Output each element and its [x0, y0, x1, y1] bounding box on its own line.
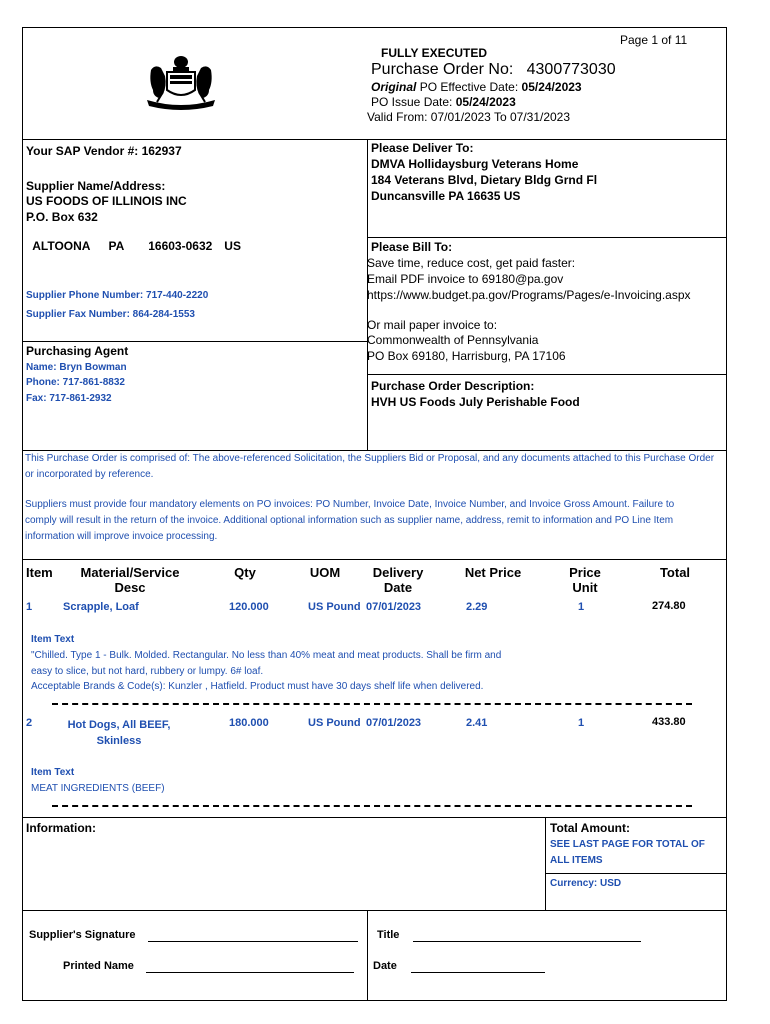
deliver-line3: Duncansville PA 16635 US — [371, 189, 521, 203]
line2-net: 2.41 — [466, 717, 488, 729]
po-label: Purchase Order No: — [371, 61, 514, 78]
see-last-page: SEE LAST PAGE FOR TOTAL OF ALL ITEMS — [550, 839, 705, 866]
date-line — [411, 972, 545, 973]
line2-total: 433.80 — [652, 716, 686, 728]
bill-line4: Or mail paper invoice to: — [367, 318, 498, 332]
supplier-phone: Supplier Phone Number: 717-440-2220 — [26, 290, 209, 301]
line1-separator — [52, 703, 692, 705]
line2-desc: Hot Dogs, All BEEF, Skinless — [67, 719, 171, 747]
line2-uom: US Pound — [308, 717, 361, 729]
effective-line — [371, 80, 582, 94]
effective-label: PO Effective Date: — [419, 80, 519, 94]
line2-date: 07/01/2023 — [366, 717, 422, 729]
status-label: FULLY EXECUTED — [381, 46, 488, 60]
printed-name-label: Printed Name — [63, 960, 134, 972]
total-amount-label: Total Amount: — [550, 821, 630, 835]
notice-invoice: Suppliers must provide four mandatory elements on PO invoices: PO Number, Invoice Date, Invoice Number, and Invoice Gross Amount. Failure to comply will result in the return of the invoice. Additional optional information such as supplier name, address, remit to information and PO Line Item information will improve invoice processing. — [25, 499, 675, 542]
agent-phone: Phone: 717-861-8832 — [26, 377, 125, 388]
line2-qty: 180.000 — [229, 717, 269, 729]
agent-fax: Fax: 717-861-2932 — [26, 393, 112, 404]
description-heading: Purchase Order Description: — [371, 379, 535, 393]
printed-name-line — [146, 972, 354, 973]
desc-divider — [367, 374, 727, 375]
issue-date: 05/24/2023 — [455, 95, 516, 109]
supplier-signature-label: Supplier's Signature — [29, 929, 136, 941]
line1-net: 2.29 — [466, 601, 488, 613]
currency: Currency: USD — [550, 878, 622, 889]
page-number: Page 1 of 11 — [620, 33, 688, 47]
po-number: 4300773030 — [526, 61, 616, 78]
supplier-country: US — [224, 239, 241, 253]
issue-label: PO Issue Date: — [371, 95, 453, 109]
deliver-divider — [367, 237, 727, 238]
currency-divider — [545, 873, 727, 874]
line2-separator — [52, 805, 692, 807]
line2-item: 2 — [26, 717, 33, 729]
line2-text-label: Item Text — [31, 767, 75, 778]
line1-total: 274.80 — [652, 600, 686, 612]
deliver-line2: 184 Veterans Blvd, Dietary Bldg Grnd Fl — [371, 173, 598, 187]
col-desc: Material/Service Desc — [80, 565, 180, 595]
bill-heading: Please Bill To: — [371, 240, 453, 254]
supplier-heading: Supplier Name/Address: — [26, 179, 166, 193]
col-net: Net Price — [464, 565, 522, 580]
title-line — [413, 941, 641, 942]
line2-text-1: MEAT INGREDIENTS (BEEF) — [31, 783, 165, 794]
bill-line3: https://www.budget.pa.gov/Programs/Pages/e-Invoicing.aspx — [367, 288, 691, 302]
supplier-box: P.O. Box 632 — [26, 210, 98, 224]
left-agent-divider — [22, 341, 367, 342]
agent-name: Name: Bryn Bowman — [26, 362, 127, 373]
col-delivery: Delivery Date — [372, 565, 424, 595]
agent-heading: Purchasing Agent — [26, 344, 129, 358]
line2-unit: 1 — [578, 717, 585, 729]
original-label: Original — [371, 80, 417, 94]
table-top-divider — [22, 559, 727, 560]
line1-item: 1 — [26, 601, 33, 613]
valid-dates: Valid From: 07/01/2023 To 07/31/2023 — [367, 110, 571, 124]
bill-line2: Email PDF invoice to 69180@pa.gov — [367, 272, 564, 286]
supplier-name: US FOODS OF ILLINOIS INC — [26, 194, 187, 208]
sig-center-divider — [367, 910, 368, 1001]
line1-uom: US Pound — [308, 601, 361, 613]
bill-line5: Commonwealth of Pennsylvania — [367, 333, 539, 347]
bill-line6: PO Box 69180, Harrisburg, PA 17106 — [367, 349, 566, 363]
col-uom: UOM — [309, 565, 341, 580]
information-label: Information: — [26, 821, 96, 835]
deliver-line1: DMVA Hollidaysburg Veterans Home — [371, 157, 579, 171]
notice-terms: This Purchase Order is comprised of: The above-referenced Solicitation, the Suppliers Bid or Proposal, and any documents attached to this Purchase Order or incorporated by reference. — [25, 453, 715, 480]
line1-text-3: Acceptable Brands & Code(s): Kunzler , Hatfield. Product must have 30 days shelf life when delivered. — [31, 681, 484, 692]
line1-date: 07/01/2023 — [366, 601, 422, 613]
header-divider — [22, 139, 727, 140]
line1-qty: 120.000 — [229, 601, 269, 613]
bill-line1: Save time, reduce cost, get paid faster: — [367, 256, 576, 270]
title-label: Title — [377, 929, 400, 941]
line1-text-1: "Chilled. Type 1 - Bulk. Molded. Rectangular. No less than 40% meat and meat products. Shall be firm and — [31, 650, 502, 661]
supplier-city-line — [26, 225, 241, 253]
supplier-city: ALTOONA — [32, 239, 91, 253]
col-unit: Price Unit — [569, 565, 601, 595]
signature-divider — [22, 910, 727, 911]
supplier-fax: Supplier Fax Number: 864-284-1553 — [26, 309, 195, 320]
supplier-state: PA — [108, 239, 125, 253]
line1-desc: Scrapple, Loaf — [63, 601, 139, 613]
sap-vendor: Your SAP Vendor #: 162937 — [26, 144, 182, 158]
date-label: Date — [373, 960, 397, 972]
total-divider — [545, 817, 546, 910]
line1-text-2: easy to slice, but not hard, rubbery or lumpy. 6# loaf. — [31, 666, 264, 677]
description-text: HVH US Foods July Perishable Food — [371, 395, 580, 409]
line1-text-label: Item Text — [31, 634, 75, 645]
col-qty: Qty — [234, 565, 256, 580]
col-total: Total — [659, 565, 691, 580]
supplier-signature-line — [148, 941, 358, 942]
pennsylvania-seal-icon — [143, 50, 219, 114]
effective-date: 05/24/2023 — [521, 80, 582, 94]
supplier-zip: 16603-0632 — [148, 239, 213, 253]
po-number-line — [371, 61, 616, 79]
deliver-heading: Please Deliver To: — [371, 141, 474, 155]
col-item: Item — [26, 565, 53, 580]
line1-unit: 1 — [578, 601, 585, 613]
issue-line — [371, 95, 516, 109]
info-divider — [22, 817, 727, 818]
